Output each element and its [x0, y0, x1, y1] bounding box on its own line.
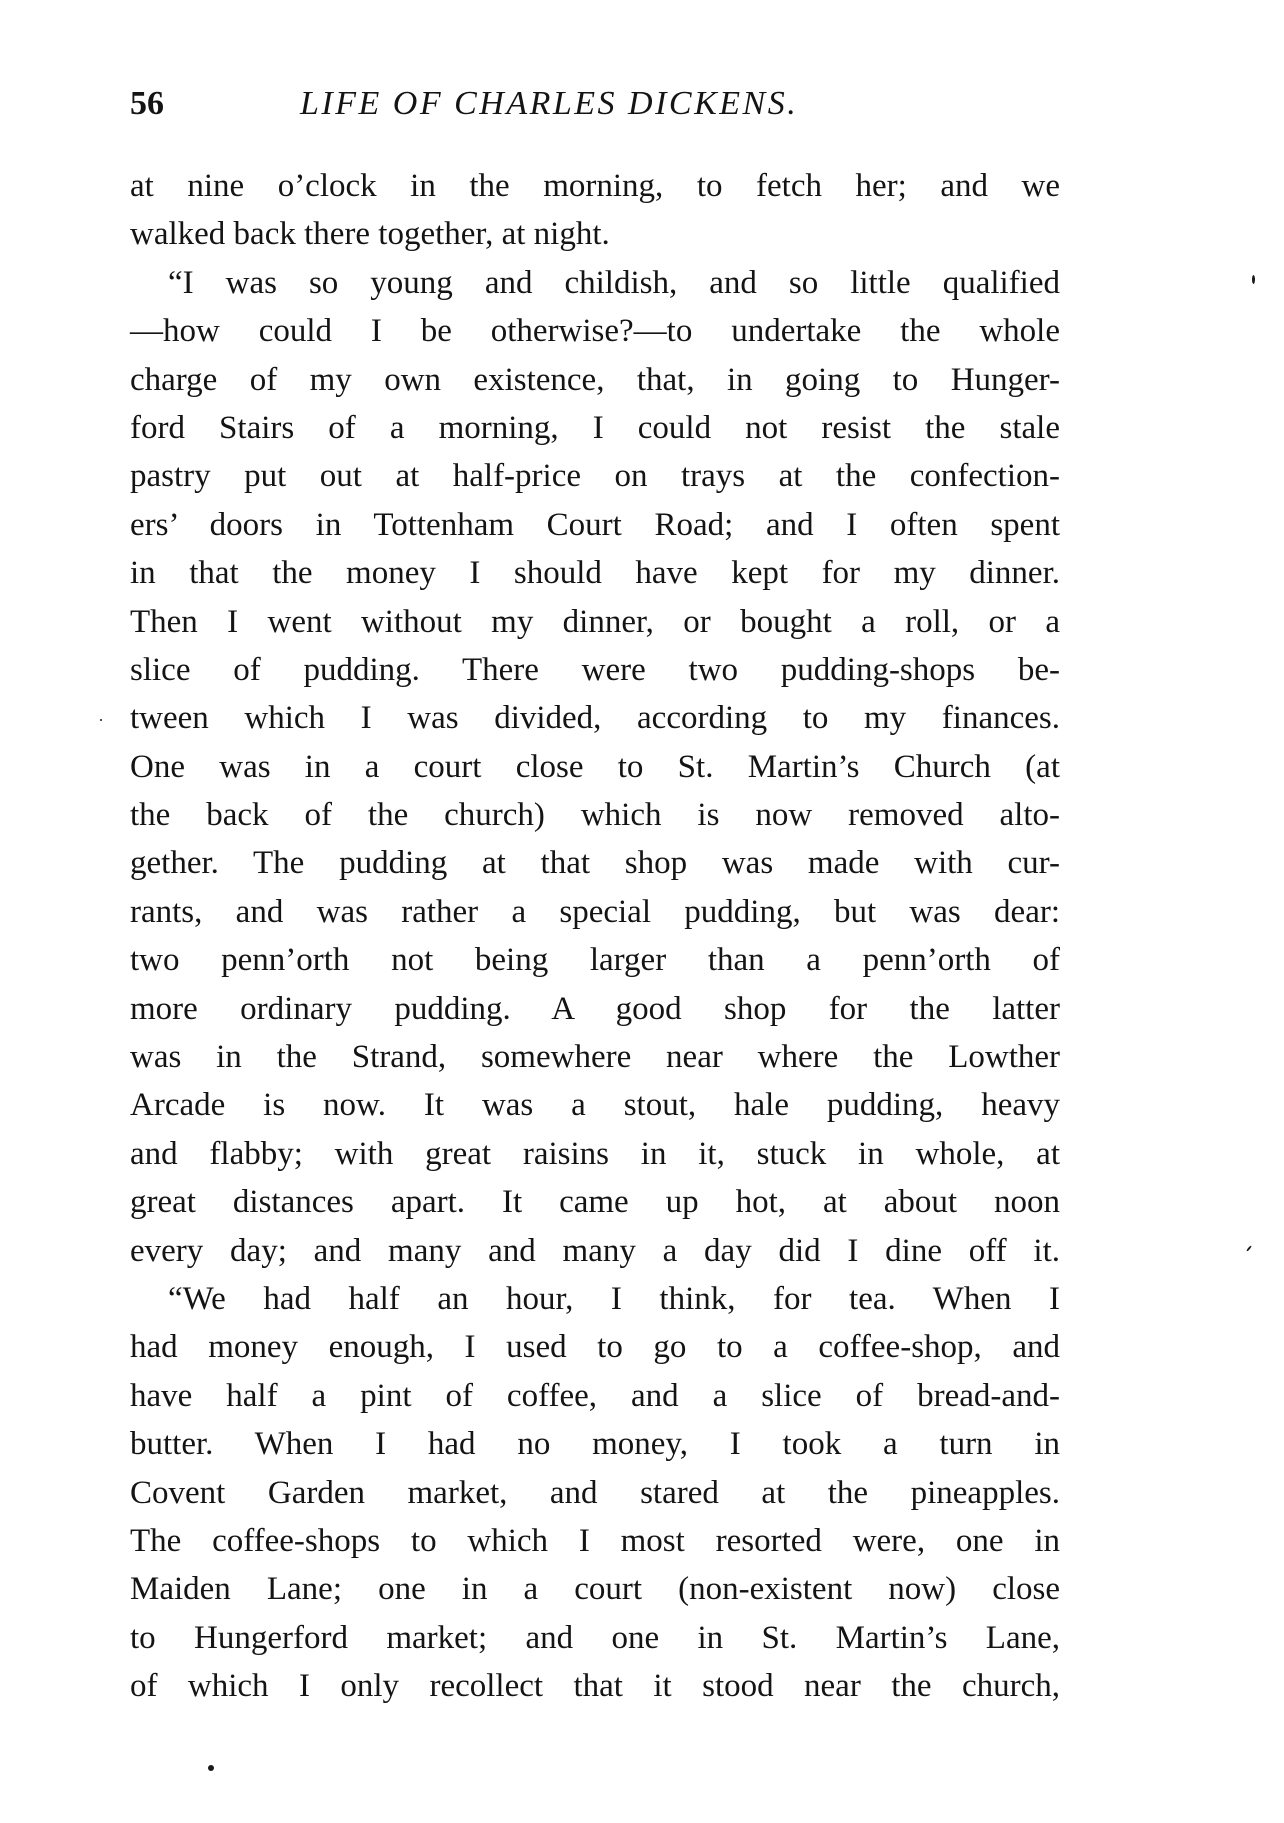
text-line: have half a pint of coffee, and a slice of bread-and-	[130, 1377, 1060, 1414]
text-line: in that the money I should have kept for my dinner.	[130, 555, 1060, 592]
text-line: had money enough, I used to go to a coffee-shop, and	[130, 1329, 1060, 1366]
running-title: LIFE OF CHARLES DICKENS.	[300, 85, 799, 122]
text-line: at nine o’clock in the morning, to fetch her; and we	[130, 168, 1060, 204]
page-number: 56	[130, 85, 164, 122]
text-line: slice of pudding. There were two pudding-shops be-	[130, 651, 1060, 688]
text-line: walked back there together, at night.	[130, 216, 610, 253]
scan-speck	[208, 1765, 214, 1771]
scan-speck	[1246, 1245, 1252, 1252]
text-line: two penn’orth not being larger than a penn’orth of	[130, 942, 1060, 979]
text-line: more ordinary pudding. A good shop for the latter	[130, 990, 1060, 1027]
text-line: to Hungerford market; and one in St. Martin’s Lane,	[130, 1619, 1060, 1656]
running-head	[130, 82, 1060, 126]
text-line: tween which I was divided, according to my finances.	[130, 700, 1060, 737]
text-line: The coffee-shops to which I most resorted were, one in	[130, 1522, 1060, 1559]
text-line: “We had half an hour, I think, for tea. When I	[168, 1280, 1060, 1317]
text-line: Then I went without my dinner, or bought a roll, or a	[130, 603, 1060, 640]
text-line: pastry put out at half-price on trays at the confection-	[130, 458, 1060, 495]
text-line: rants, and was rather a special pudding, but was dear:	[130, 893, 1060, 930]
scan-speck	[1252, 275, 1255, 284]
text-line: Arcade is now. It was a stout, hale pudding, heavy	[130, 1087, 1060, 1124]
text-line: —how could I be otherwise?—to undertake the whole	[130, 313, 1060, 350]
body-text	[130, 162, 1060, 1711]
text-line: “I was so young and childish, and so little qualified	[168, 264, 1060, 301]
text-line: ers’ doors in Tottenham Court Road; and I often spent	[130, 506, 1060, 543]
text-line: ford Stairs of a morning, I could not resist the stale	[130, 409, 1060, 446]
text-line: was in the Strand, somewhere near where the Lowther	[130, 1039, 1060, 1076]
text-line: and flabby; with great raisins in it, stuck in whole, at	[130, 1135, 1060, 1172]
text-line: every day; and many and many a day did I dine off it.	[130, 1232, 1060, 1269]
text-line: One was in a court close to St. Martin’s Church (at	[130, 748, 1060, 785]
scan-speck	[100, 719, 102, 721]
text-line: Maiden Lane; one in a court (non-existent now) close	[130, 1571, 1060, 1608]
text-line: gether. The pudding at that shop was made with cur-	[130, 845, 1060, 882]
text-line: the back of the church) which is now removed alto-	[130, 797, 1060, 834]
text-line: great distances apart. It came up hot, at about noon	[130, 1184, 1060, 1221]
text-line: Covent Garden market, and stared at the pineapples.	[130, 1474, 1060, 1511]
text-line: charge of my own existence, that, in going to Hunger-	[130, 361, 1060, 398]
text-line: butter. When I had no money, I took a turn in	[130, 1426, 1060, 1463]
text-line: of which I only recollect that it stood near the church,	[130, 1668, 1060, 1705]
